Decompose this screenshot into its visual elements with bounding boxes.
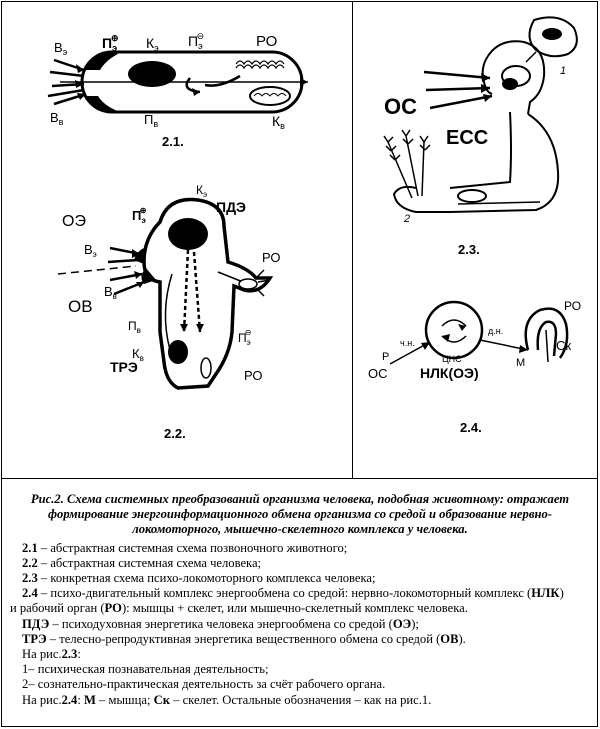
panel-divider-horizontal bbox=[1, 478, 598, 479]
ke-label: К bbox=[146, 35, 155, 51]
text-fig24-a: : bbox=[77, 692, 85, 707]
text-2-4b-end: ): мышцы + скелет, или мышечно-скелетный комплекс человека. bbox=[121, 601, 468, 616]
ov-bold: ОВ bbox=[440, 631, 459, 646]
nlk-bold: НЛК bbox=[531, 586, 560, 601]
svg-text:Пв bbox=[144, 112, 158, 129]
svg-text:Пэ⊖ bbox=[188, 31, 204, 51]
pe-plus-label-2: П bbox=[132, 208, 142, 223]
vv-label: В bbox=[50, 110, 59, 125]
os-label: ОС bbox=[384, 94, 417, 119]
figure-2-1-label: 2.1. bbox=[162, 134, 184, 149]
caption-line-2-3 bbox=[10, 571, 590, 586]
svg-text:Кэ bbox=[196, 183, 207, 199]
cns-circle bbox=[426, 302, 482, 358]
ref-fig24: 2.4 bbox=[61, 692, 78, 707]
caption-line-2-1 bbox=[10, 541, 590, 556]
oe-label: ОЭ bbox=[62, 213, 86, 230]
text-2-4: – психо-двигательный комплекс энергообмена со средой: нервно-локомоторный комплекс ( bbox=[37, 586, 532, 601]
text-fig23-end: : bbox=[77, 647, 81, 662]
figure-2-3 bbox=[360, 12, 590, 232]
text-fig23: На рис. bbox=[22, 647, 62, 662]
text-fig24: На рис. bbox=[22, 692, 62, 707]
pde-label: ПДЭ bbox=[216, 199, 246, 215]
pe-minus-sup-2: ⊖ bbox=[244, 328, 252, 337]
kv-label-2: К bbox=[132, 346, 140, 361]
dn-label: д.н. bbox=[488, 326, 504, 336]
pv-label: П bbox=[144, 112, 154, 127]
ro-label: РО bbox=[256, 33, 278, 50]
ro1-label: РО bbox=[262, 250, 281, 265]
number-2: 2 bbox=[404, 213, 411, 225]
ve-label: В bbox=[54, 40, 63, 55]
text-pde: – психодуховная энергетика человека энергообмена со средой ( bbox=[49, 616, 393, 631]
svg-text:Кв bbox=[132, 346, 144, 363]
stomach-oval bbox=[128, 61, 176, 87]
hand-ro-oval bbox=[239, 279, 257, 289]
oe-bold: ОЭ bbox=[392, 616, 412, 631]
tre-bold: ТРЭ bbox=[22, 631, 47, 646]
svg-text:Вэ bbox=[84, 242, 97, 259]
r-label: Р bbox=[382, 351, 390, 363]
text-2-2: – абстрактная системная схема человека; bbox=[37, 555, 262, 570]
tail-fill bbox=[84, 96, 120, 112]
pe-minus-sup: ⊖ bbox=[196, 31, 205, 41]
cns-label: ЦНС bbox=[442, 354, 462, 364]
pv-sub-2: в bbox=[136, 326, 141, 335]
ve-sub: э bbox=[62, 47, 68, 57]
caption-line-fig24 bbox=[10, 693, 590, 708]
caption-line-2-2 bbox=[10, 556, 590, 571]
svg-text:Пэ⊖ bbox=[238, 328, 251, 347]
pe-plus-sup-2: ⊕ bbox=[139, 206, 147, 215]
svg-text:Пэ⊕ bbox=[132, 206, 147, 225]
ro2-label: РО bbox=[244, 368, 263, 383]
caption-line-2-4-cont bbox=[10, 601, 590, 616]
caption-line-1: 1– психическая познавательная деятельность; bbox=[22, 662, 269, 677]
caption-line-2: 2– сознательно-практическая деятельность за счёт рабочего органа. bbox=[22, 677, 386, 692]
pe-plus-sub: э bbox=[112, 43, 118, 53]
vv-sub-2: в bbox=[112, 292, 117, 301]
figure-2-2 bbox=[48, 182, 338, 412]
os-label-2: ОС bbox=[368, 366, 388, 381]
ve-sub-2: э bbox=[92, 250, 97, 259]
bubble-oval bbox=[542, 28, 562, 40]
head-oval bbox=[168, 218, 208, 250]
pv-sub: в bbox=[153, 119, 159, 129]
ref-2-1: 2.1 bbox=[22, 540, 38, 555]
ro-bold: РО bbox=[104, 601, 122, 616]
nlk-label: НЛК(ОЭ) bbox=[420, 365, 479, 381]
ref-2-2: 2.2 bbox=[22, 555, 38, 570]
text-2-1: – абстрактная системная схема позвоночного животного; bbox=[37, 540, 348, 555]
svg-text:Пэ⊕ bbox=[102, 33, 119, 53]
text-2-4b-start: и рабочий орган ( bbox=[10, 601, 105, 616]
svg-text:Пв bbox=[128, 319, 141, 335]
pe-minus-label: П bbox=[188, 33, 199, 49]
figure-2-4-label: 2.4. bbox=[460, 420, 482, 435]
text-fig24-c: – скелет. Остальные обозначения – как на рис.1. bbox=[169, 692, 432, 707]
text-tre: – телесно-репродуктивная энергетика вещественного обмена со средой ( bbox=[46, 631, 441, 646]
m-label: М bbox=[516, 357, 526, 369]
pde-bold: ПДЭ bbox=[22, 616, 50, 631]
ve-label-2: В bbox=[84, 242, 93, 257]
number-1: 1 bbox=[560, 65, 567, 77]
text-pde-end: ); bbox=[411, 616, 419, 631]
caption-title: Рис.2. Схема системных преобразований организма человека, подобная животному: отражает формирование энергоинформационного обмена организма со средой и образование нервно-локомоторного, мышечно-скелетного комплекса у человека. bbox=[30, 492, 570, 537]
svg-text:Вв bbox=[50, 110, 64, 127]
pe-minus-label-2: П bbox=[238, 331, 247, 345]
sk-label: Ск bbox=[556, 338, 572, 353]
text-2-4-end: ) bbox=[559, 586, 564, 601]
caption-line-tre bbox=[10, 632, 590, 647]
pv-label-2: П bbox=[128, 319, 137, 333]
vv-label-2: В bbox=[104, 284, 113, 299]
ref-fig23: 2.3 bbox=[61, 647, 78, 662]
caption-line-2-4 bbox=[10, 586, 590, 601]
ke-label-2: К bbox=[196, 183, 203, 197]
caption-line-pde bbox=[10, 617, 590, 632]
text-fig24-b: – мышца; bbox=[95, 692, 154, 707]
m-bold: М bbox=[84, 692, 96, 707]
figure-2-4 bbox=[360, 290, 590, 400]
kv-sub-2: в bbox=[139, 354, 144, 363]
pe-plus-sup: ⊕ bbox=[111, 33, 119, 43]
ov-label: ОВ bbox=[68, 297, 93, 316]
svg-text:Кэ bbox=[146, 35, 159, 53]
wheat-ears bbox=[384, 130, 430, 198]
svg-text:Кв bbox=[272, 113, 285, 131]
text-tre-end: ). bbox=[458, 631, 466, 646]
pe-minus-sub: э bbox=[198, 41, 203, 51]
ke-sub-2: э bbox=[203, 190, 208, 199]
ref-2-4: 2.4 bbox=[22, 586, 38, 601]
kv-label: К bbox=[272, 113, 281, 129]
figure-2-1 bbox=[40, 30, 320, 130]
pe-plus-label: П bbox=[102, 35, 113, 51]
svg-text:Вэ bbox=[54, 40, 68, 57]
ke-sub: э bbox=[154, 43, 159, 53]
figure-caption bbox=[10, 492, 590, 708]
kv-sub: в bbox=[280, 121, 285, 131]
ess-label: ЕСС bbox=[446, 127, 489, 149]
eye-fill bbox=[502, 78, 518, 90]
belly-oval bbox=[168, 340, 188, 364]
caption-line-fig23 bbox=[10, 647, 590, 662]
vv-sub: в bbox=[58, 117, 64, 127]
svg-text:Вв bbox=[104, 284, 117, 301]
ro-label-2: РО bbox=[564, 299, 582, 313]
sk-bold: Ск bbox=[153, 692, 170, 707]
panel-divider-vertical bbox=[352, 1, 353, 479]
arm-outline-lower bbox=[450, 112, 511, 188]
pe-minus-sub-2: э bbox=[246, 338, 251, 347]
text-2-3: – конкретная схема психо-локомоторного комплекса человека; bbox=[37, 571, 376, 586]
leg-ro-oval bbox=[201, 358, 211, 378]
tre-label: ТРЭ bbox=[110, 359, 138, 375]
pe-plus-sub-2: э bbox=[141, 216, 146, 225]
ch-label: ч.н. bbox=[400, 338, 415, 348]
figure-2-3-label: 2.3. bbox=[458, 242, 480, 257]
figure-2-2-label: 2.2. bbox=[164, 426, 186, 441]
ref-2-3: 2.3 bbox=[22, 571, 38, 586]
